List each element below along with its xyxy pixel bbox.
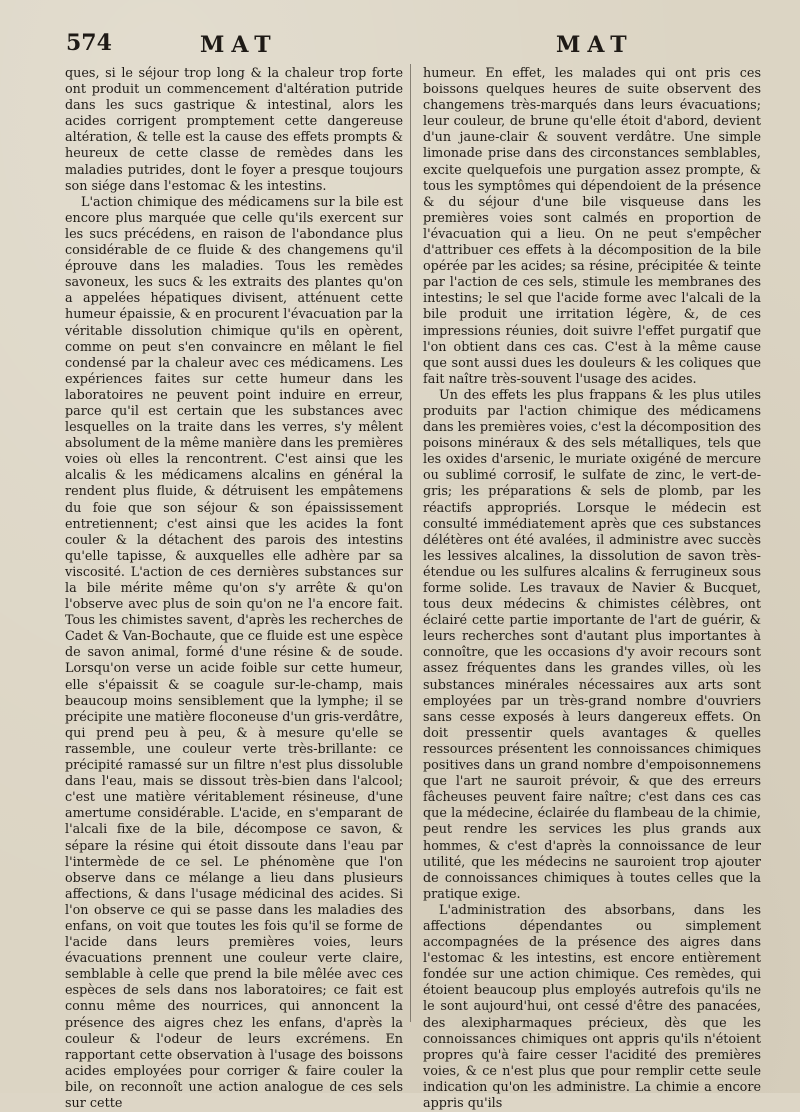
paragraph: ques, si le séjour trop long & la chaleur trop forte ont produit un commencement d'altération putride dans les sucs gastrique & intestinal, alors les acides corrigent promptement cette dangereuse altération, & telle est la cause des effets prompts & heureux de cette classe de remèdes dans les maladies putrides, dont le foyer a presque toujours son siége dans l'estomac & les intestins. [65, 66, 403, 194]
right-column [423, 66, 761, 1111]
page-header [0, 30, 800, 62]
column-divider [410, 64, 411, 1022]
paragraph: L'administration des absorbans, dans les affections dépendantes ou simplement accompagnées de la présence des aigres dans l'estomac & les intestins, est encore entièrement fondée sur une action chimique. Ces remèdes, qui étoient beaucoup plus employés autrefois qu'ils ne le sont aujourd'hui, ont cessé d'être des panacées, des alexipharmaques précieux, dès que les connoissances chimiques ont appris qu'ils n'étoient propres qu'à faire cesser l'acidité des premières voies, & ce n'est plus que pour remplir cette seule indication qu'on les administre. La chimie a encore appris qu'ils [423, 902, 761, 1111]
paragraph: Un des effets les plus frappans & les plus utiles produits par l'action chimique des médicamens dans les premières voies, c'est la décomposition des poisons minéraux & des sels métalliques, tels que les oxides d'arsenic, le muriate oxigéné de mercure ou sublimé corrosif, le sulfate de zinc, le vert-de-gris; les préparations & sels de plomb, par les réactifs appropriés. Lorsque le médecin est consulté immédiatement après que ces substances délétères ont été avalées, il administre avec succès les lessives alcalines, la dissolution de savon très-étendue ou les sulfures alcalins & ferrugineux sous forme solide. Les travaux de Navier & Bucquet, tous deux médecins & chimistes célèbres, ont éclairé cette partie importante de l'art de guérir, & leurs recherches sont d'autant plus importantes à connoître, que les occasions d'y avoir recours sont assez fréquentes dans les grandes villes, où les substances minérales nécessaires aux arts sont employées par un très-grand nombre d'ouvriers sans cesse exposés à leurs dangereux effets. On doit pressentir quels avantages & quelles ressources présentent les connoissances chimiques positives dans un grand nombre d'empoisonnemens que l'art ne sauroit prévoir, & que des erreurs fâcheuses peuvent faire naître; c'est dans ces cas que la médecine, éclairée du flambeau de la chimie, peut rendre les services les plus grands aux hommes, & c'est d'après la connoissance de leur utilité, que les médecins ne sauroient trop ajouter de connoissances chimiques à toutes celles que la pratique exige. [423, 387, 761, 902]
left-column [65, 66, 403, 1111]
paragraph: humeur. En effet, les malades qui ont pris ces boissons quelques heures de suite observent des changemens très-marqués dans leurs évacuations; leur couleur, de brune qu'elle étoit d'abord, devient d'un jaune-clair & souvent verdâtre. Une simple limonade prise dans des circonstances semblables, excite quelquefois une purgation assez prompte, & tous les symptômes qui dépendoient de la présence & du séjour d'une bile visqueuse dans les premières voies sont calmés en proportion de l'évacuation qui a lieu. On ne peut s'empêcher d'attribuer ces effets à la décomposition de la bile opérée par les acides; sa résine, précipitée & teinte par l'action de ces sels, stimule les membranes des intestins; le sel que l'acide forme avec l'alcali de la bile produit une irritation légère, &, de ces impressions réunies, doit suivre l'effet purgatif que l'on obtient dans ces cas. C'est à la même cause que sont aussi dues les douleurs & les coliques que fait naître très-souvent l'usage des acides. [423, 66, 761, 387]
running-head-left: MAT [200, 32, 278, 58]
page-number: 574 [66, 30, 112, 56]
paragraph: L'action chimique des médicamens sur la bile est encore plus marquée que celle qu'ils exercent sur les sucs précédens, en raison de l'abondance plus considérable de ce fluide & des changemens qu'il éprouve dans les maladies. Tous les remèdes savoneux, les sucs & les extraits des plantes qu'on a appelées hépatiques divisent, atténuent cette humeur épaissie, & en procurent l'évacuation par la véritable dissolution chimique qu'ils en opèrent, comme on peut s'en convaincre en mêlant le fiel condensé par la chaleur avec ces médicamens. Les expériences faites sur cette humeur dans les laboratoires ne peuvent point induire en erreur, parce qu'il est certain que les substances avec lesquelles on la traite dans les verres, s'y mêlent absolument de la même manière dans les premières voies où elles la rencontrent. C'est ainsi que les alcalis & les médicamens alcalins en général la rendent plus fluide, & détruisent les empâtemens du foie que son séjour & son épaississement entretiennent; c'est ainsi que les acides la font couler & la détachent des parois des intestins qu'elle tapisse, & auxquelles elle adhère par sa viscosité. L'action de ces dernières substances sur la bile mérite même qu'on s'y arrête & qu'on l'observe avec plus de soin qu'on ne l'a encore fait. Tous les chimistes savent, d'après les recherches de Cadet & Van-Bochaute, que ce fluide est une espèce de savon animal, formé d'une résine & de soude. Lorsqu'on verse un acide foible sur cette humeur, elle s'épaissit & se coagule sur-le-champ, mais beaucoup moins sensiblement que la lymphe; il se précipite une matière floconeuse d'un gris-verdâtre, qui prend peu à peu, & à mesure qu'elle se rassemble, une couleur verte très-brillante: ce précipité ramassé sur un filtre n'est plus dissoluble dans l'eau, mais se dissout très-bien dans l'alcool; c'est une matière véritablement résineuse, d'une amertume considérable. L'acide, en s'emparant de l'alcali fixe de la bile, décompose ce savon, & sépare la résine qui étoit dissoute dans l'eau par l'intermède de ce sel. Le phénomène que l'on observe dans ce mélange a lieu dans plusieurs affections, & dans l'usage médicinal des acides. Si l'on observe ce qui se passe dans les maladies des enfans, on voit que toutes les fois qu'il se forme de l'acide dans leurs premières voies, leurs évacuations prennent une couleur verte claire, semblable à celle que prend la bile mêlée avec ces espèces de sels dans nos laboratoires; ce fait est connu même des nourrices, qui annoncent la présence des aigres chez les enfans, d'après la couleur & l'odeur de leurs excrémens. En rapportant cette observation à l'usage des boissons acides employées pour corriger & faire couler la bile, on reconnoît une action analogue de ces sels sur cette [65, 194, 403, 1111]
running-head-right: MAT [556, 32, 634, 58]
